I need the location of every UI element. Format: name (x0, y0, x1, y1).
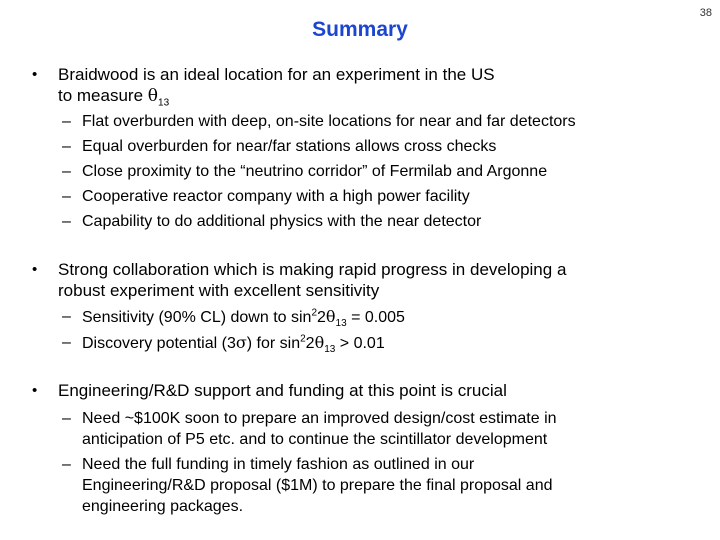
dash-marker: – (62, 188, 71, 205)
dash-marker: – (62, 163, 71, 180)
sub-list-collaboration (62, 304, 682, 356)
bullet-text-prefix: to measure (58, 86, 148, 105)
sub-item-text-line: engineering packages. (82, 498, 244, 515)
sub-item-text (82, 304, 682, 330)
dash-marker: – (62, 334, 71, 351)
bullet-dot: • (32, 66, 38, 83)
theta-symbol: θ (325, 307, 336, 326)
sub-item-sensitivity (62, 304, 682, 330)
sub-item-text (82, 330, 682, 356)
bullet-collaboration (32, 259, 692, 301)
theta-symbol: θ (147, 86, 159, 106)
bullet-dot: • (32, 261, 38, 278)
sub-item (62, 159, 682, 184)
bullet-text-line: Braidwood is an ideal location for an experiment in the US (58, 65, 495, 84)
sub-item (62, 109, 682, 134)
sub-item-text: Close proximity to the “neutrino corridor” of Fermilab and Argonne (82, 163, 548, 180)
theta-subscript: 13 (335, 318, 347, 330)
dash-marker: – (62, 138, 71, 155)
text-mid: 2 (305, 335, 315, 352)
dash-marker: – (62, 456, 71, 473)
theta-symbol: θ (314, 333, 325, 352)
bullet-braidwood (32, 64, 692, 107)
text-mid: 2 (317, 309, 326, 326)
dash-marker: – (62, 308, 71, 325)
text-prefix: Discovery potential (3 (82, 335, 236, 352)
theta-subscript: 13 (324, 344, 336, 356)
superscript: 2 (300, 333, 306, 345)
sub-item-text-line: anticipation of P5 etc. and to continue the scintillator development (82, 431, 548, 448)
sub-item-funding-near (62, 408, 682, 450)
sub-item-text: Equal overburden for near/far stations allows cross checks (82, 138, 497, 155)
sub-item-text-line: Need the full funding in timely fashion as outlined in our (82, 456, 475, 473)
bullet-text-line: Engineering/R&D support and funding at this point is crucial (58, 381, 507, 400)
slide-title: Summary (312, 18, 408, 41)
sub-item (62, 209, 682, 234)
sub-item-text-line: Need ~$100K soon to prepare an improved design/cost estimate in (82, 410, 557, 427)
bullet-text-line (58, 85, 692, 107)
sub-item-text-line: Engineering/R&D proposal ($1M) to prepare the final proposal and (82, 477, 553, 494)
sub-item-text: Capability to do additional physics with the near detector (82, 213, 482, 230)
bullet-engineering (32, 380, 692, 401)
text-suffix: = 0.005 (346, 309, 405, 326)
text-prefix-2: ) for sin (246, 335, 301, 352)
dash-marker: – (62, 113, 71, 130)
sub-list-engineering (62, 408, 682, 517)
sub-item-discovery (62, 330, 682, 356)
sub-item-text: Flat overburden with deep, on-site locations for near and far detectors (82, 113, 576, 130)
sub-item-funding-full (62, 454, 682, 517)
bullet-text-line: Strong collaboration which is making rapid progress in developing a (58, 260, 567, 279)
sub-item (62, 134, 682, 159)
dash-marker: – (62, 410, 71, 427)
bullet-text-line: robust experiment with excellent sensitivity (58, 281, 380, 300)
text-suffix: > 0.01 (335, 335, 385, 352)
superscript: 2 (311, 307, 317, 319)
text-prefix: Sensitivity (90% CL) down to sin (82, 309, 312, 326)
bullet-dot: • (32, 382, 38, 399)
sub-list-braidwood (62, 109, 682, 234)
sub-item (62, 184, 682, 209)
page-number: 38 (699, 7, 712, 19)
sigma-symbol: σ (235, 333, 247, 352)
sub-item-text: Cooperative reactor company with a high power facility (82, 188, 470, 205)
dash-marker: – (62, 213, 71, 230)
theta-subscript: 13 (158, 97, 170, 109)
